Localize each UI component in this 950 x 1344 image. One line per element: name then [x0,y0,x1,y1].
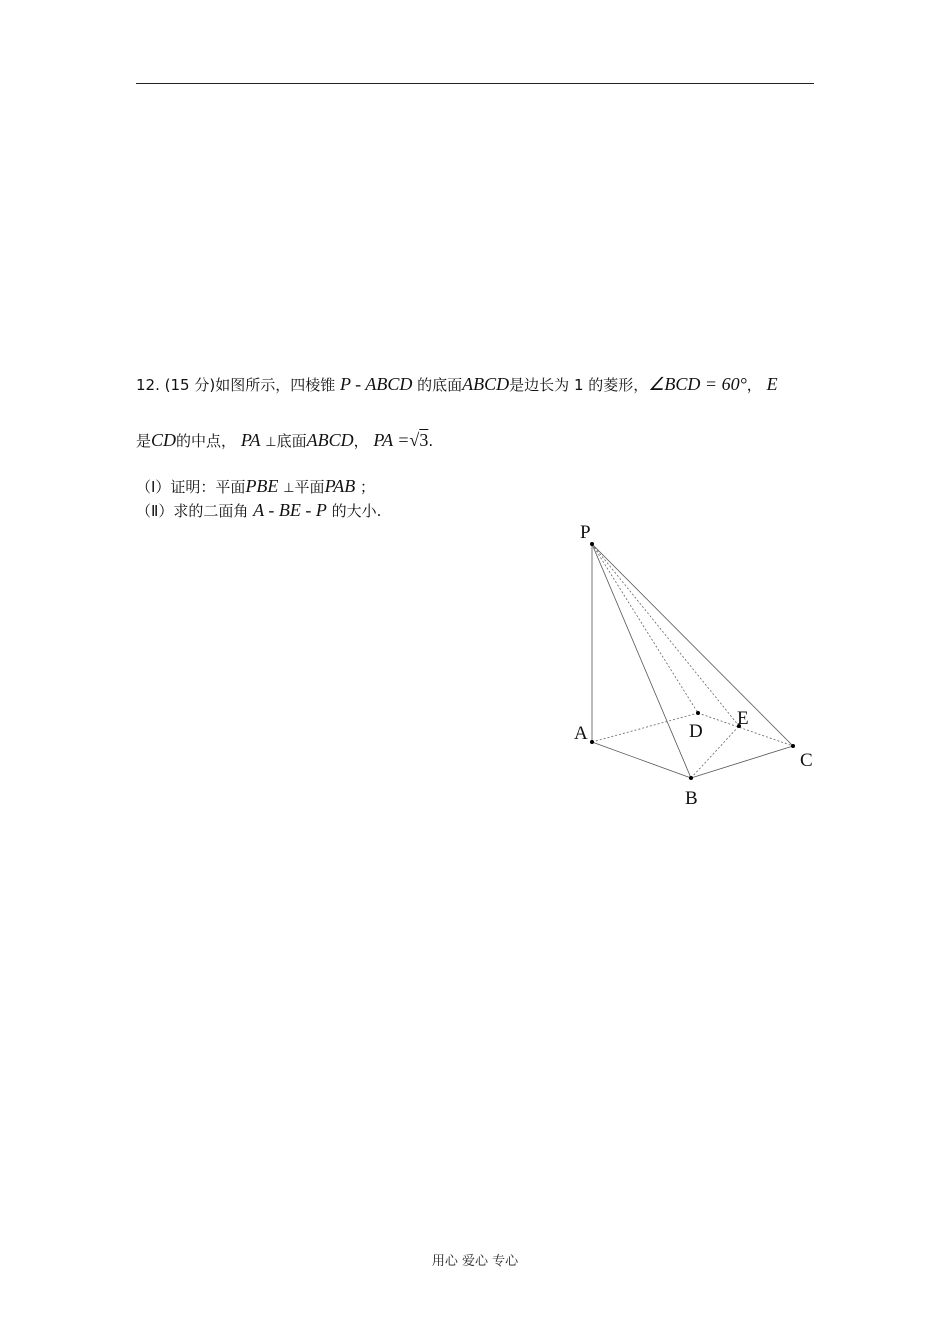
problem-text: 是边长为 [509,376,570,394]
edge-pc [592,544,793,746]
problem-line-2 [136,430,433,451]
part-1 [136,476,375,497]
pyramid-figure [560,515,830,815]
problem-text: 底面 [276,432,307,450]
math-side-length: 1 [573,376,584,394]
label-p: P [580,522,591,543]
point-d [696,711,700,715]
problem-score: (15 分) [164,376,216,394]
problem-text: ， [353,432,369,450]
math-point-e: E [766,374,778,394]
problem-text: 的底面 [417,376,463,394]
point-c [791,744,795,748]
edge-pe-hidden [592,544,739,726]
math-angle: ∠BCD = 60° [648,374,747,394]
problem-text: 平面 [294,478,325,496]
part-1-label: （Ⅰ）证明：平面 [136,478,246,496]
problem-text: 的大小. [331,502,382,520]
math-sqrt [409,430,428,450]
point-p [590,542,594,546]
math-pa: PA [240,430,261,450]
problem-text: 如图所示，四棱锥 [215,376,336,394]
math-dihedral: A - BE - P [253,500,327,520]
math-segment-cd: CD [151,430,177,450]
label-d: D [689,721,703,742]
label-e: E [737,708,749,729]
edge-ad-hidden [592,713,698,742]
problem-text: 的中点， [176,432,237,450]
perp-symbol: ⊥ [283,481,295,496]
point-a [590,740,594,744]
label-b: B [685,788,698,809]
page-footer: 用心 爱心 专心 [431,1254,519,1269]
problem-number: 12. [136,376,160,394]
problem-text: 是 [136,432,152,450]
problem-line-1 [136,374,778,395]
part-2-label: （Ⅱ）求的二面角 [136,502,249,520]
math-base-2: ABCD [306,430,354,450]
sqrt-value: 3 [419,430,429,450]
part-2 [136,500,381,521]
problem-text: ； [360,478,376,496]
perp-symbol: ⊥ [265,435,277,450]
math-pa-eq: PA = [373,430,410,450]
math-plane-pab: PAB [324,476,356,496]
point-b [689,776,693,780]
edge-pb [592,544,691,778]
label-a: A [574,723,588,744]
math-pyramid: P - ABCD [340,374,413,394]
sqrt-symbol: √ [409,430,420,450]
label-c: C [800,750,813,771]
header-rule [136,83,814,84]
edge-pd-hidden [592,544,698,713]
math-plane-pbe: PBE [245,476,279,496]
problem-text: ， [746,376,762,394]
math-base: ABCD [462,374,510,394]
problem-text: 的菱形， [588,376,649,394]
problem-text: . [428,432,434,450]
edge-bc [691,746,793,778]
edge-ab [592,742,691,778]
